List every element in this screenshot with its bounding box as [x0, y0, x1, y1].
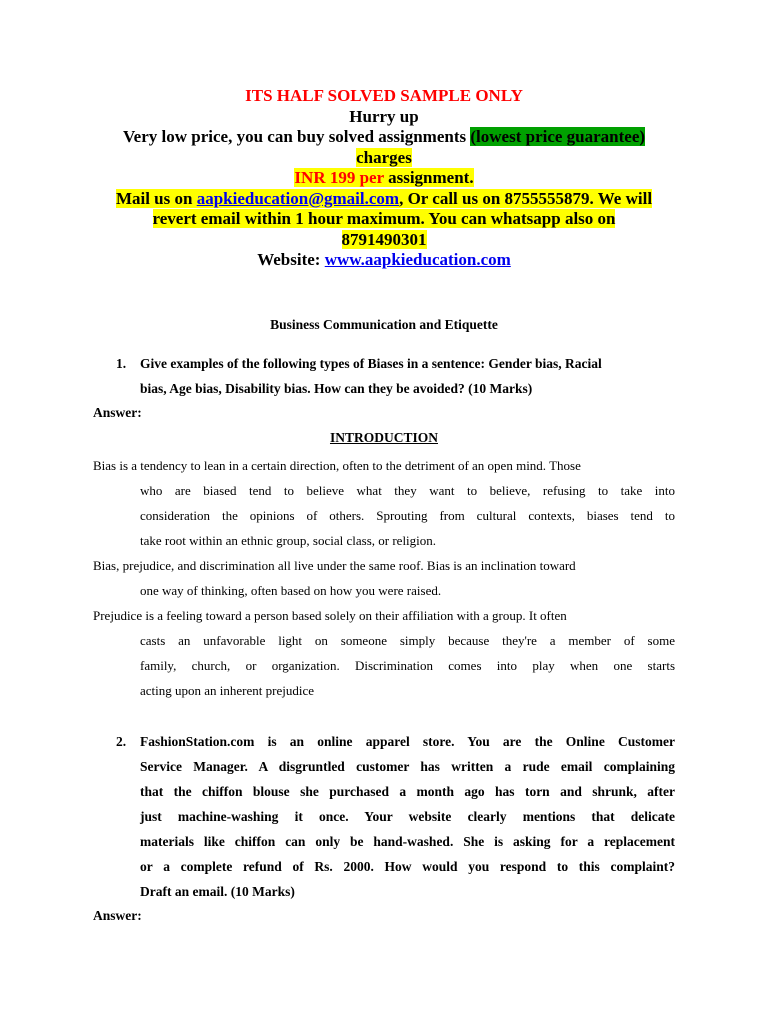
paragraph-line: acting upon an inherent prejudice — [140, 683, 314, 698]
paragraph-line: who are biased tend to believe what they want to believe, refusing to take into — [140, 483, 675, 498]
charges-line: charges — [356, 147, 412, 167]
question-number: 1. — [116, 356, 127, 371]
paragraph-line: Bias, prejudice, and discrimination all live under the same roof. Bias is an inclination toward — [93, 558, 576, 573]
website-line: Website: www.aapkieducation.com — [257, 250, 511, 269]
whatsapp-line: 8791490301 — [341, 229, 427, 249]
paragraph-line: family, church, or organization. Discrimination comes into play when one starts — [140, 658, 675, 673]
paragraph-bias-prejudice — [93, 553, 675, 603]
paragraph-bias-definition — [93, 453, 675, 553]
question-text: just machine-washing it once. Your website clearly mentions that delicate — [140, 809, 675, 824]
answer-label: Answer: — [93, 908, 142, 923]
course-title: Business Communication and Etiquette — [270, 317, 498, 332]
price-amount: INR 199 per — [294, 168, 384, 187]
low-price-line: Very low price, you can buy solved assignments (lowest price guarantee) — [122, 127, 646, 146]
paragraph-line: Bias is a tendency to lean in a certain direction, often to the detriment of an open mind. Those — [93, 458, 581, 473]
question-text: FashionStation.com is an online apparel store. You are the Online Customer — [140, 734, 675, 749]
question-2 — [116, 729, 675, 904]
question-text: or a complete refund of Rs. 2000. How would you respond to this complaint? — [140, 859, 675, 874]
question-text: that the chiffon blouse she purchased a month ago has torn and shrunk, after — [140, 784, 675, 799]
email-link[interactable]: aapkieducation@gmail.com — [196, 188, 400, 208]
promo-header — [80, 86, 688, 271]
sample-notice: ITS HALF SOLVED SAMPLE ONLY — [245, 86, 523, 105]
contact-line: Mail us on aapkieducation@gmail.com, Or call us on 8755555879. We will — [115, 188, 653, 208]
price-guarantee-highlight: (lowest price guarantee) — [470, 127, 646, 146]
question-text: materials like chiffon can only be hand-washed. She is asking for a replacement — [140, 834, 675, 849]
paragraph-line: casts an unfavorable light on someone simply because they're a member of some — [140, 633, 675, 648]
revert-line: revert email within 1 hour maximum. You can whatsapp also on — [152, 209, 616, 228]
question-number: 2. — [116, 734, 127, 749]
paragraph-line: consideration the opinions of others. Sprouting from cultural contexts, biases tend to — [140, 508, 675, 523]
question-1 — [116, 351, 675, 401]
price-line: INR 199 per assignment. — [294, 168, 474, 187]
question-text: Service Manager. A disgruntled customer has written a rude email complaining — [140, 759, 675, 774]
website-link[interactable]: www.aapkieducation.com — [324, 250, 511, 269]
hurry-up-text: Hurry up — [349, 106, 419, 126]
paragraph-line: take root within an ethnic group, social class, or religion. — [140, 533, 437, 548]
introduction-heading: INTRODUCTION — [329, 430, 438, 445]
question-text: Give examples of the following types of Biases in a sentence: Gender bias, Racial — [140, 356, 602, 371]
question-text: Draft an email. (10 Marks) — [140, 884, 295, 899]
paragraph-prejudice — [93, 603, 675, 703]
paragraph-line: Prejudice is a feeling toward a person based solely on their affiliation with a group. It often — [93, 608, 567, 623]
paragraph-line: one way of thinking, often based on how you were raised. — [140, 583, 442, 598]
answer-label: Answer: — [93, 405, 142, 420]
question-text: bias, Age bias, Disability bias. How can they be avoided? (10 Marks) — [140, 381, 533, 396]
